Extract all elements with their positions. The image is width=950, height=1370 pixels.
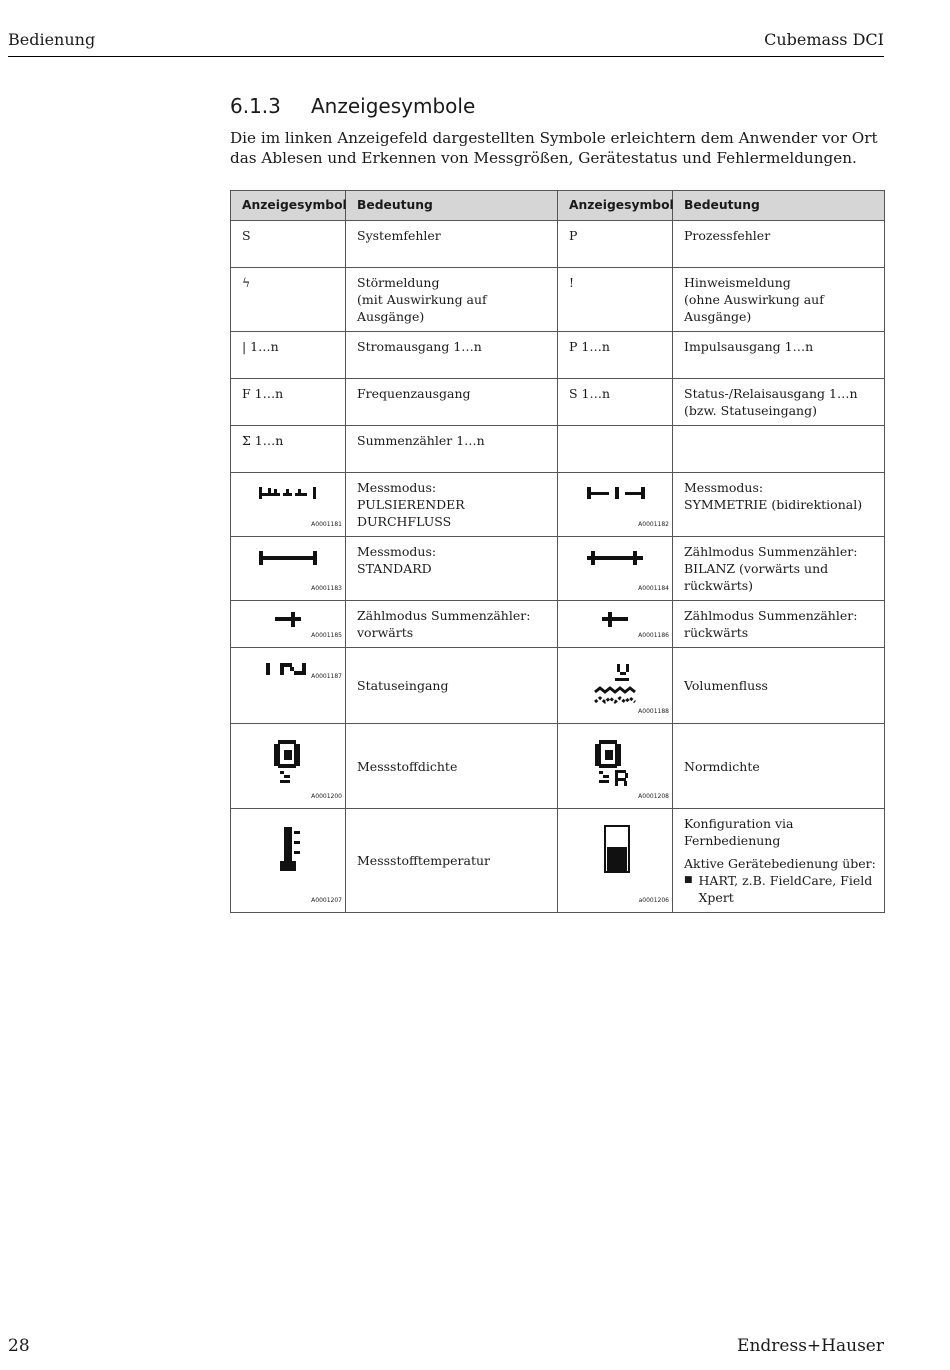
table-row xyxy=(231,221,885,268)
symbol-table xyxy=(230,190,885,913)
symbol-cell xyxy=(558,648,673,724)
figure-ref: A0001185 xyxy=(311,632,342,639)
symbol-cell xyxy=(558,724,673,809)
table-row xyxy=(231,537,885,601)
thermometer-icon xyxy=(278,827,312,875)
symbol-cell xyxy=(558,601,673,648)
brand-footer: Endress+Hauser xyxy=(737,1336,884,1356)
symbol-cell xyxy=(558,537,673,601)
forward-count-icon xyxy=(275,611,305,629)
symbol-cell xyxy=(231,809,346,913)
table-row xyxy=(231,648,885,724)
table-header: Bedeutung xyxy=(346,191,558,221)
figure-ref: a0001206 xyxy=(638,897,669,904)
symmetry-icon xyxy=(587,485,647,505)
table-row xyxy=(231,379,885,426)
figure-ref: A0001183 xyxy=(311,585,342,592)
standard-mode-icon xyxy=(259,549,319,569)
meaning-cell: Messstofftemperatur xyxy=(346,809,558,913)
meaning-cell: Systemfehler xyxy=(346,221,558,268)
table-row xyxy=(231,724,885,809)
figure-ref: A0001184 xyxy=(638,585,669,592)
meaning-cell: Messmodus: PULSIERENDER DURCHFLUSS xyxy=(346,473,558,537)
running-header-right: Cubemass DCI xyxy=(764,30,884,49)
figure-ref: A0001181 xyxy=(311,521,342,528)
list-item: ■ HART, z.B. FieldCare, Field Xpert xyxy=(684,873,873,905)
table-header: Anzeigesymbol xyxy=(231,191,346,221)
status-input-icon xyxy=(266,661,312,679)
figure-ref: A0001182 xyxy=(638,521,669,528)
meaning-cell: Stromausgang 1…n xyxy=(346,332,558,379)
meaning-cell: Prozessfehler xyxy=(673,221,885,268)
meaning-cell xyxy=(673,426,885,473)
intro-paragraph: Die im linken Anzeigefeld dargestellten Symbole erleichtern dem Anwender vor Ort das Ablesen und Erkennen von Messgrößen, Gerätestatus und Fehlermeldungen. xyxy=(230,129,878,167)
symbol-cell xyxy=(231,724,346,809)
meaning-cell: Messmodus: STANDARD xyxy=(346,537,558,601)
pulsating-flow-icon xyxy=(259,485,319,505)
figure-ref: A0001200 xyxy=(311,793,342,800)
table-header: Anzeigesymbol xyxy=(558,191,673,221)
meaning-cell: Messstoffdichte xyxy=(346,724,558,809)
bullet-icon: ■ xyxy=(684,875,693,885)
figure-ref: A0001207 xyxy=(311,897,342,904)
meaning-cell: Frequenzausgang xyxy=(346,379,558,426)
meaning-cell: Messmodus: SYMMETRIE (bidirektional) xyxy=(673,473,885,537)
symbol-cell: ϟ xyxy=(231,268,346,332)
symbol-cell xyxy=(231,473,346,537)
balance-mode-icon xyxy=(587,549,647,569)
header-rule xyxy=(8,56,884,57)
meaning-cell: Normdichte xyxy=(673,724,885,809)
symbol-cell xyxy=(231,537,346,601)
figure-ref: A0001186 xyxy=(638,632,669,639)
symbol-cell xyxy=(558,426,673,473)
table-row xyxy=(231,473,885,537)
symbol-cell xyxy=(231,648,346,724)
table-row xyxy=(231,601,885,648)
fluid-density-icon xyxy=(272,740,306,786)
meaning-cell: Konfiguration via Fernbedienung Aktive Gerätebedienung über: ■ HART, z.B. FieldCare, Field Xpert xyxy=(673,809,885,913)
table-header-row xyxy=(231,191,885,221)
meaning-cell: Summenzähler 1…n xyxy=(346,426,558,473)
meaning-cell: Hinweismeldung (ohne Auswirkung auf Ausgänge) xyxy=(673,268,885,332)
meaning-cell: Störmeldung (mit Auswirkung auf Ausgänge) xyxy=(346,268,558,332)
table-row xyxy=(231,268,885,332)
volume-flow-icon xyxy=(593,664,643,710)
page-number: 28 xyxy=(8,1336,30,1356)
symbol-cell: | 1…n xyxy=(231,332,346,379)
figure-ref: A0001208 xyxy=(638,793,669,800)
figure-ref: A0001187 xyxy=(311,673,342,680)
table-row xyxy=(231,332,885,379)
symbol-cell: Σ 1…n xyxy=(231,426,346,473)
table-row xyxy=(231,809,885,913)
symbol-cell xyxy=(558,809,673,913)
meaning-cell: Zählmodus Summenzähler: BILANZ (vorwärts und rückwärts) xyxy=(673,537,885,601)
symbol-cell: P 1…n xyxy=(558,332,673,379)
symbol-cell xyxy=(558,473,673,537)
meaning-cell: Status-/Relaisausgang 1…n (bzw. Statuseingang) xyxy=(673,379,885,426)
section-title: Anzeigesymbole xyxy=(311,94,476,118)
meaning-cell: Zählmodus Summenzähler: rückwärts xyxy=(673,601,885,648)
reference-density-icon xyxy=(593,740,639,790)
symbol-cell: P xyxy=(558,221,673,268)
symbol-cell: F 1…n xyxy=(231,379,346,426)
meaning-cell: Statuseingang xyxy=(346,648,558,724)
symbol-cell: ! xyxy=(558,268,673,332)
symbol-cell xyxy=(231,601,346,648)
remote-config-icon xyxy=(604,825,632,875)
table-row xyxy=(231,426,885,473)
meaning-cell: Zählmodus Summenzähler: vorwärts xyxy=(346,601,558,648)
figure-ref: A0001188 xyxy=(638,708,669,715)
table-header: Bedeutung xyxy=(673,191,885,221)
section-number: 6.1.3 xyxy=(230,94,281,118)
meaning-cell: Volumenfluss xyxy=(673,648,885,724)
meaning-cell: Impulsausgang 1…n xyxy=(673,332,885,379)
symbol-cell: S 1…n xyxy=(558,379,673,426)
symbol-cell: S xyxy=(231,221,346,268)
backward-count-icon xyxy=(602,611,632,629)
running-header-left: Bedienung xyxy=(8,30,96,49)
